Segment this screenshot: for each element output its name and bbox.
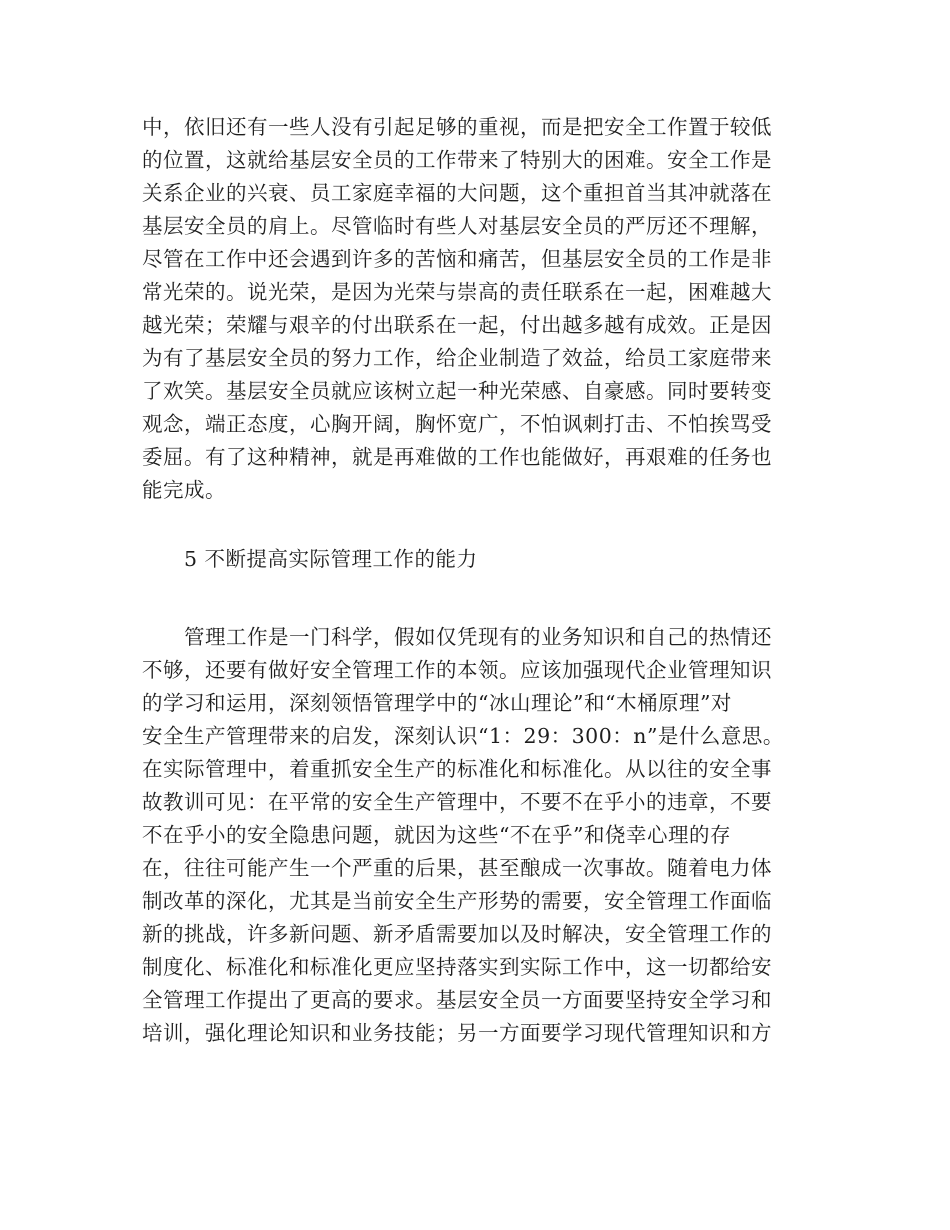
paragraph-2-line: 制改革的深化，尤其是当前安全生产形势的需要，安全管理工作面临 [142,889,772,913]
paragraph-2-line: 培训，强化理论知识和业务技能；另一方面要学习现代管理知识和方 [142,1021,772,1045]
paragraph-2-line: 管理工作是一门科学，假如仅凭现有的业务知识和自己的热情还 [184,625,772,649]
paragraph-2-line: 不够，还要有做好安全管理工作的本领。应该加强现代企业管理知识 [142,658,772,682]
paragraph-1-line: 能完成。 [142,478,226,502]
paragraph-1-line: 委屈。有了这种精神，就是再难做的工作也能做好，再艰难的任务也 [142,445,772,469]
paragraph-1-line: 的位置，这就给基层安全员的工作带来了特别大的困难。安全工作是 [142,148,772,172]
paragraph-1-line: 基层安全员的肩上。尽管临时有些人对基层安全员的严厉还不理解， [142,214,772,238]
paragraph-1-line: 常光荣的。说光荣，是因为光荣与崇高的责任联系在一起，困难越大 [142,280,772,304]
paragraph-2-line: 不在乎小的安全隐患问题，就因为这些“不在乎”和侥幸心理的存 [142,823,731,847]
paragraph-2-line: 新的挑战，许多新问题、新矛盾需要加以及时解决，安全管理工作的 [142,922,772,946]
paragraph-1-line: 中，依旧还有一些人没有引起足够的重视，而是把安全工作置于较低 [142,115,772,139]
paragraph-2-line: 制度化、标准化和标准化更应坚持落实到实际工作中，这一切都给安 [142,955,772,979]
paragraph-2-line: 全管理工作提出了更高的要求。基层安全员一方面要坚持安全学习和 [142,988,772,1012]
paragraph-2-line: 故教训可见：在平常的安全生产管理中，不要不在乎小的违章，不要 [142,790,772,814]
paragraph-2-line: 安全生产管理带来的启发，深刻认识“1：29：300：n”是什么意思。 [142,724,784,748]
paragraph-1-line: 关系企业的兴衰、员工家庭幸福的大问题，这个重担首当其冲就落在 [142,181,772,205]
paragraph-1-line: 越光荣；荣耀与艰辛的付出联系在一起，付出越多越有成效。正是因 [142,313,772,337]
paragraph-1-line: 了欢笑。基层安全员就应该树立起一种光荣感、自豪感。同时要转变 [142,379,772,403]
paragraph-1-line: 观念，端正态度，心胸开阔，胸怀宽广，不怕讽刺打击、不怕挨骂受 [142,412,772,436]
paragraph-2-line: 在实际管理中，着重抓安全生产的标准化和标准化。从以往的安全事 [142,757,772,781]
paragraph-1-line: 尽管在工作中还会遇到许多的苦恼和痛苦，但基层安全员的工作是非 [142,247,772,271]
section-heading: 5 不断提高实际管理工作的能力 [184,547,478,571]
paragraph-1-line: 为有了基层安全员的努力工作，给企业制造了效益，给员工家庭带来 [142,346,772,370]
paragraph-2-line: 在，往往可能产生一个严重的后果，甚至酿成一次事故。随着电力体 [142,856,772,880]
paragraph-2-line: 的学习和运用，深刻领悟管理学中的“冰山理论”和“木桶原理”对 [142,691,732,715]
